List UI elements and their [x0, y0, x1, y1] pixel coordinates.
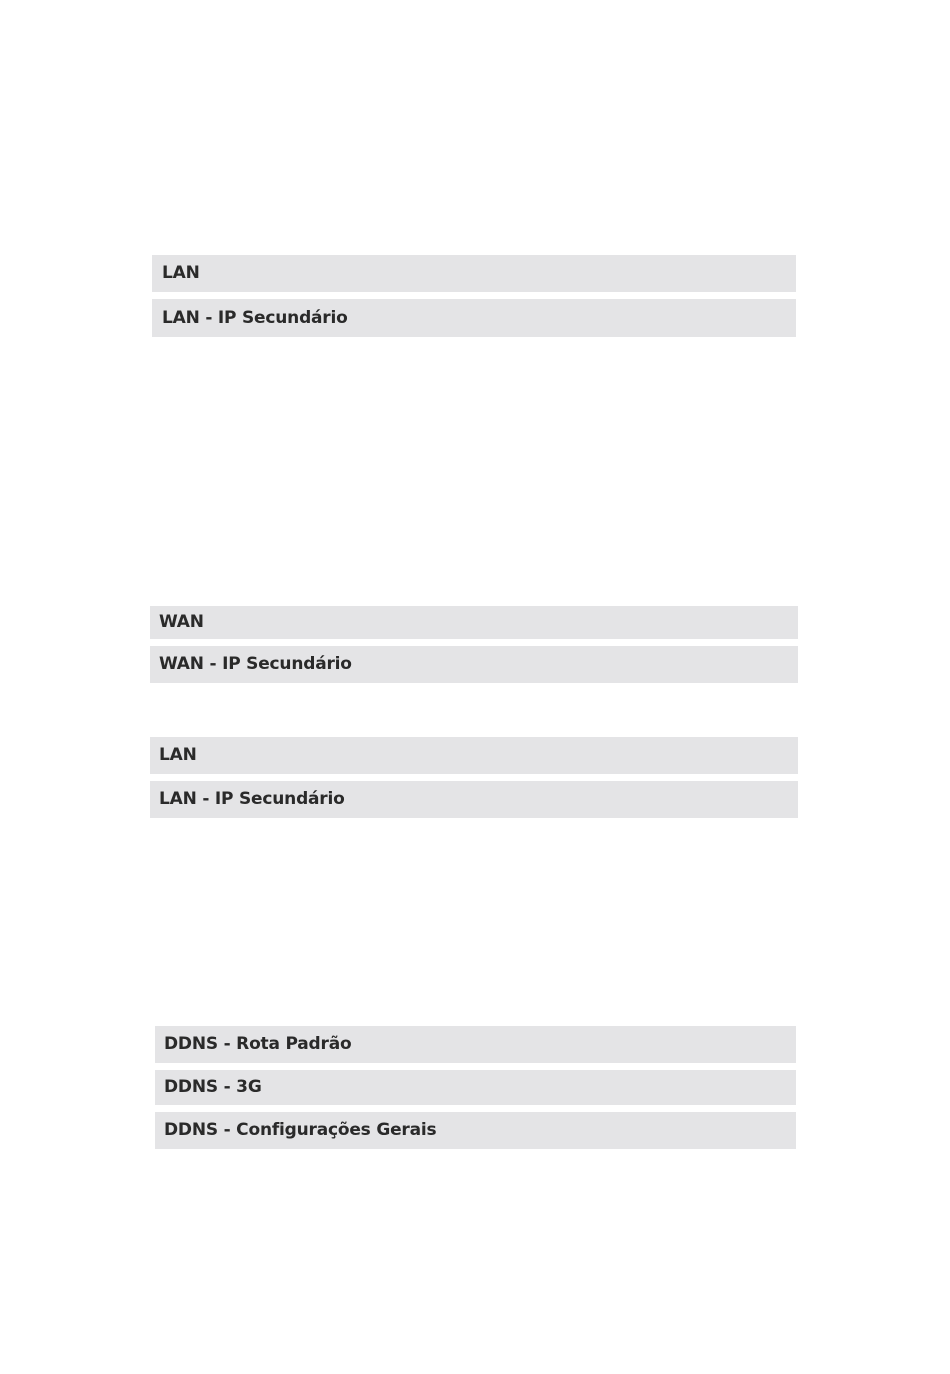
menu-item-ddns-configuracoes-gerais[interactable] [155, 1112, 796, 1149]
menu-item-ddns-rota-padrao[interactable] [155, 1026, 796, 1063]
lan-menu-group [152, 255, 796, 337]
menu-item-lan[interactable] [150, 737, 798, 774]
menu-item-label: DDNS - Configurações Gerais [164, 1120, 437, 1140]
menu-item-ddns-3g[interactable] [155, 1070, 796, 1105]
menu-item-label: LAN [162, 263, 200, 283]
menu-item-lan[interactable] [152, 255, 796, 292]
menu-item-label: DDNS - Rota Padrão [164, 1034, 352, 1054]
menu-item-label: LAN - IP Secundário [159, 789, 345, 809]
menu-item-lan-ip-secundario[interactable] [152, 299, 796, 337]
menu-item-lan-ip-secundario[interactable] [150, 781, 798, 818]
menu-item-label: WAN [159, 612, 204, 632]
menu-item-label: LAN - IP Secundário [162, 307, 348, 328]
lan-menu-group-2 [150, 737, 798, 818]
menu-item-label: DDNS - 3G [164, 1077, 262, 1097]
ddns-menu-group [155, 1026, 796, 1149]
wan-menu-group [150, 606, 798, 683]
menu-item-label: LAN [159, 745, 197, 765]
menu-item-wan[interactable] [150, 606, 798, 639]
menu-item-label: WAN - IP Secundário [159, 654, 352, 674]
menu-item-wan-ip-secundario[interactable] [150, 646, 798, 683]
